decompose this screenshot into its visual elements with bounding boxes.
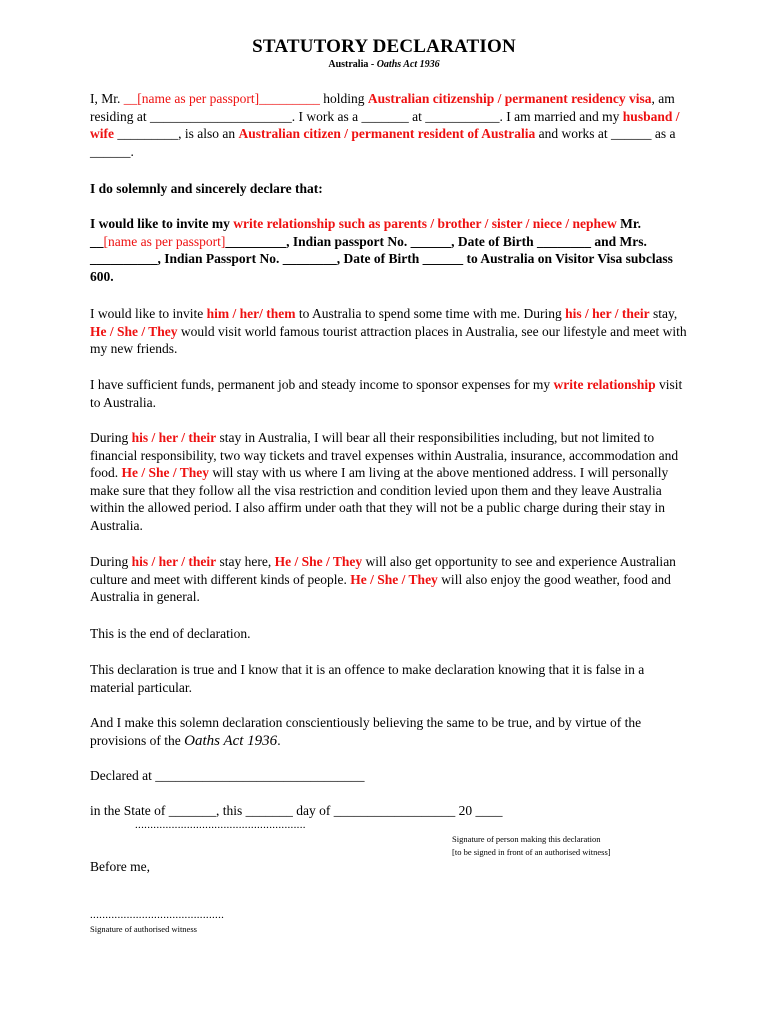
declared-at-line: Declared at _______________________________ [90,768,365,783]
document-title: STATUTORY DECLARATION [252,36,516,57]
placeholder-pronoun: his / her / their [131,430,217,445]
document-subtitle [0,59,768,70]
placeholder-relationship: write relationship such as parents / brother / sister / niece / nephew [233,216,617,231]
text-segment: stay in Australia, I will bear all their responsibilities including, but not limited to financial responsibility, two way tickets and travel expenses within Australia, insurance, accommodation and food. [90,430,679,481]
placeholder-name: __[name as per passport]_________ [123,91,320,106]
paragraph-true-declaration: This declaration is true and I know that it is an offence to make declaration knowing that it is false in a material particular. [90,662,645,695]
before-me-label: Before me, [90,859,150,874]
subtitle-country: Australia - [328,59,377,70]
text-segment: Mr. __ [90,216,642,249]
paragraph-solemn-declare: I do solemnly and sincerely declare that: [90,181,323,196]
text-segment: visit to Australia. [90,377,683,410]
text-segment: _________, Indian passport No. ______, Date of Birth ________ and Mrs. __________, Indian Passport No. ________, Date of Birth ______ to Australia on Visitor Visa subclass 600. [90,233,673,284]
text-segment: I have sufficient funds, permanent job and steady income to sponsor expenses for my [90,377,554,392]
placeholder-relationship: write relationship [553,377,656,392]
paragraph-declarant-details [90,90,690,160]
paragraph-end: This is the end of declaration. [90,626,251,641]
declarant-signature-note: [to be signed in front of an authorised witness] [452,847,611,857]
declarant-signature-label: Signature of person making this declaration [452,834,601,844]
paragraph-visit-purpose [90,305,690,358]
paragraph-invitation [90,215,690,285]
placeholder-pronoun: him / her/ them [206,306,296,321]
text-segment: . [277,732,281,748]
witness-signature-line: ............................................ [90,909,225,921]
text-segment: stay here, [216,554,275,569]
text-segment: holding [319,91,368,106]
paragraph-solemn-conscientious [90,714,690,750]
text-segment: _________, is also an [114,126,239,142]
placeholder-pronoun: He / She / They [90,323,178,339]
text-segment: will also get opportunity to see and experience Australian culture and meet with different kinds of people. [90,554,676,587]
text-segment: will stay with us where I am living at the above mentioned address. I will personally make sure that they follow all the visa restriction and condition levied upon them and they leave Australia within the allowed period. I also affirm under oath that they will not be a public charge during their stay in Australia. [90,465,669,533]
text-segment: and works at ______ as a ______. [90,126,676,159]
placeholder-pronoun: He / She / They [350,571,438,587]
paragraph-funds [90,376,690,411]
placeholder-pronoun: his / her / their [565,306,650,321]
placeholder-passport-name: [name as per passport] [103,233,226,249]
placeholder-pronoun: He / She / They [274,554,363,569]
text-segment: will also enjoy the good weather, food and Australia in general. [90,571,671,605]
placeholder-spouse: husband / wife [90,108,680,142]
text-segment: I, Mr. [90,91,124,106]
placeholder-pronoun: his / her / their [131,554,217,569]
text-segment: I would like to invite my [90,216,234,231]
text-segment: During [90,554,132,569]
placeholder-status: Australian citizenship / permanent residency visa [367,91,652,106]
act-name: Oaths Act 1936 [184,732,278,749]
witness-signature-label: Signature of authorised witness [90,924,197,934]
text-segment: I would like to invite [90,306,207,321]
text-segment: to Australia to spend some time with me. During [295,306,566,321]
text-segment: stay, [649,306,678,321]
text-segment: , am residing at _____________________. I work as a _______ at ___________. I am married and my [90,91,675,124]
paragraph-experience [90,553,690,606]
placeholder-pronoun: He / She / They [121,465,210,481]
subtitle-act: Oaths Act 1936 [376,59,440,70]
text-segment: would visit world famous tourist attraction places in Australia, see our lifestyle and meet with my new friends. [90,323,687,357]
paragraph-responsibilities [90,429,690,535]
text-segment: During [90,430,132,445]
text-segment: And I make this solemn declaration conscientiously believing the same to be true, and by virtue of the provisions of the [90,715,642,748]
placeholder-spouse-status: Australian citizen / permanent resident of Australia [238,126,536,142]
declarant-signature-line: ........................................................ [135,819,306,831]
state-date-line: in the State of _______, this _______ day of __________________ 20 ____ [90,803,503,818]
